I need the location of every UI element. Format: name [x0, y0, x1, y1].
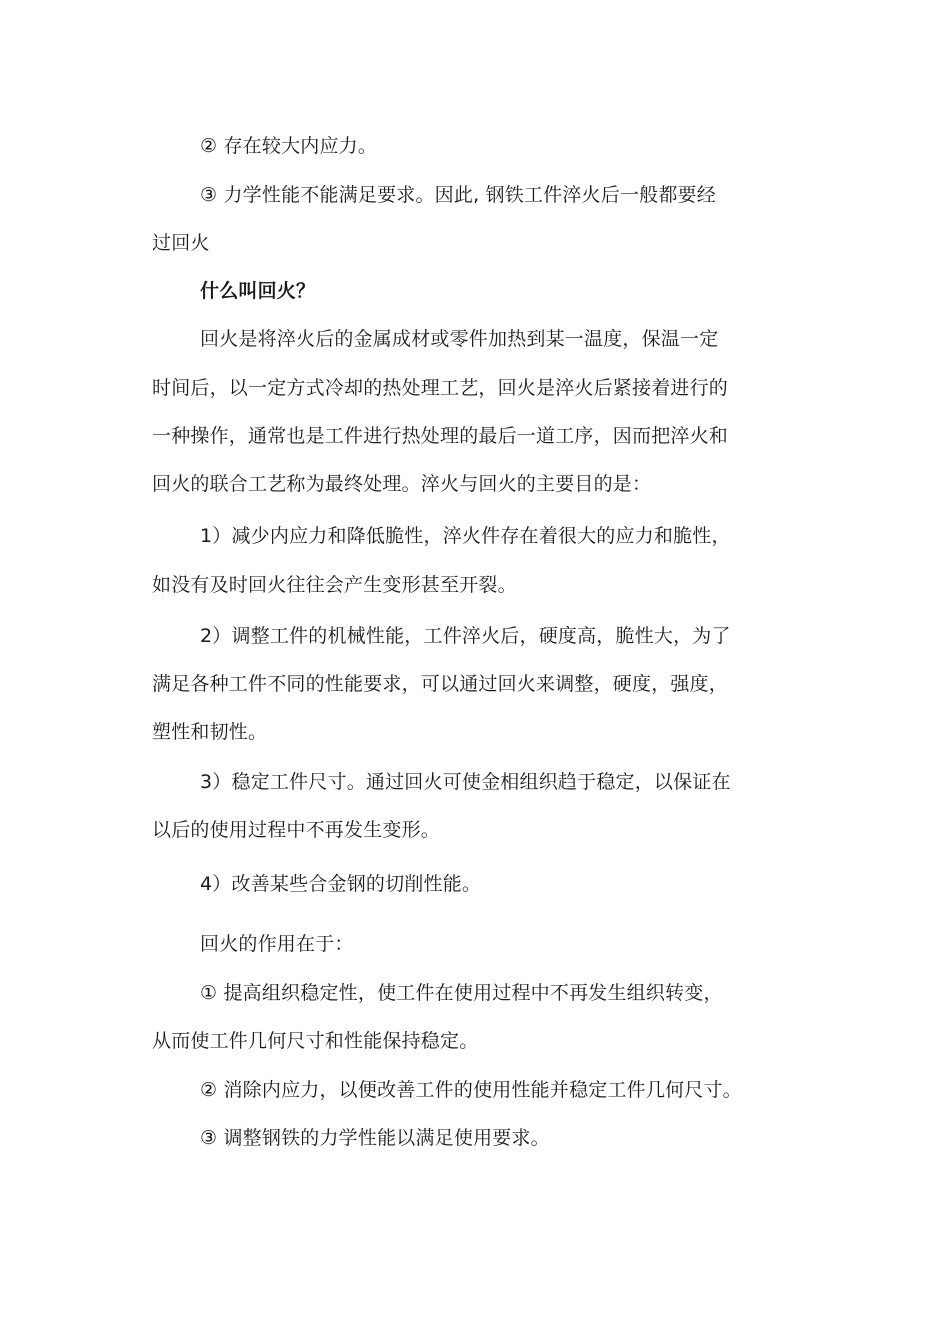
effect-item-3: ③ 调整钢铁的力学性能以满足使用要求。 [200, 1127, 550, 1149]
paragraph-line: 时间后，以一定方式冷却的热处理工艺，回火是淬火后紧接着进行的 [152, 377, 729, 399]
list-item-2-internal-stress: ② 存在较大内应力。 [200, 135, 378, 157]
paragraph-line: 回火是将淬火后的金属成材或零件加热到某一温度，保温一定 [200, 328, 719, 350]
effect-item-2: ② 消除内应力，以便改善工件的使用性能并稳定工件几何尺寸。 [200, 1079, 742, 1101]
effect-item-1-continuation: 从而使工件几何尺寸和性能保持稳定。 [152, 1030, 479, 1052]
paragraph-continuation: 过回火 [152, 232, 210, 254]
purpose-item-1: 1）减少内应力和降低脆性，淬火件存在着很大的应力和脆性， [200, 525, 731, 547]
section-heading-what-is-tempering: 什么叫回火？ [200, 280, 316, 302]
purpose-item-2-continuation: 满足各种工件不同的性能要求，可以通过回火来调整，硬度，强度， [152, 673, 729, 695]
paragraph-line: 一种操作，通常也是工件进行热处理的最后一道工序，因而把淬火和 [152, 425, 729, 447]
section-heading-tempering-effects: 回火的作用在于： [200, 933, 354, 955]
purpose-item-3: 3）稳定工件尺寸。通过回火可使金相组织趋于稳定，以保证在 [200, 771, 731, 793]
list-item-3-mechanical-properties: ③ 力学性能不能满足要求。因此, 钢铁工件淬火后一般都要经 [200, 184, 716, 206]
paragraph-line: 回火的联合工艺称为最终处理。淬火与回火的主要目的是： [152, 473, 652, 495]
effect-item-1: ① 提高组织稳定性，使工件在使用过程中不再发生组织转变， [200, 982, 723, 1004]
purpose-item-2: 2）调整工件的机械性能，工件淬火后，硬度高，脆性大，为了 [200, 625, 731, 647]
purpose-item-2-continuation: 塑性和韧性。 [152, 721, 268, 743]
purpose-item-3-continuation: 以后的使用过程中不再发生变形。 [152, 819, 441, 841]
purpose-item-1-continuation: 如没有及时回火往往会产生变形甚至开裂。 [152, 574, 517, 596]
purpose-item-4: 4）改善某些合金钢的切削性能。 [200, 873, 482, 895]
